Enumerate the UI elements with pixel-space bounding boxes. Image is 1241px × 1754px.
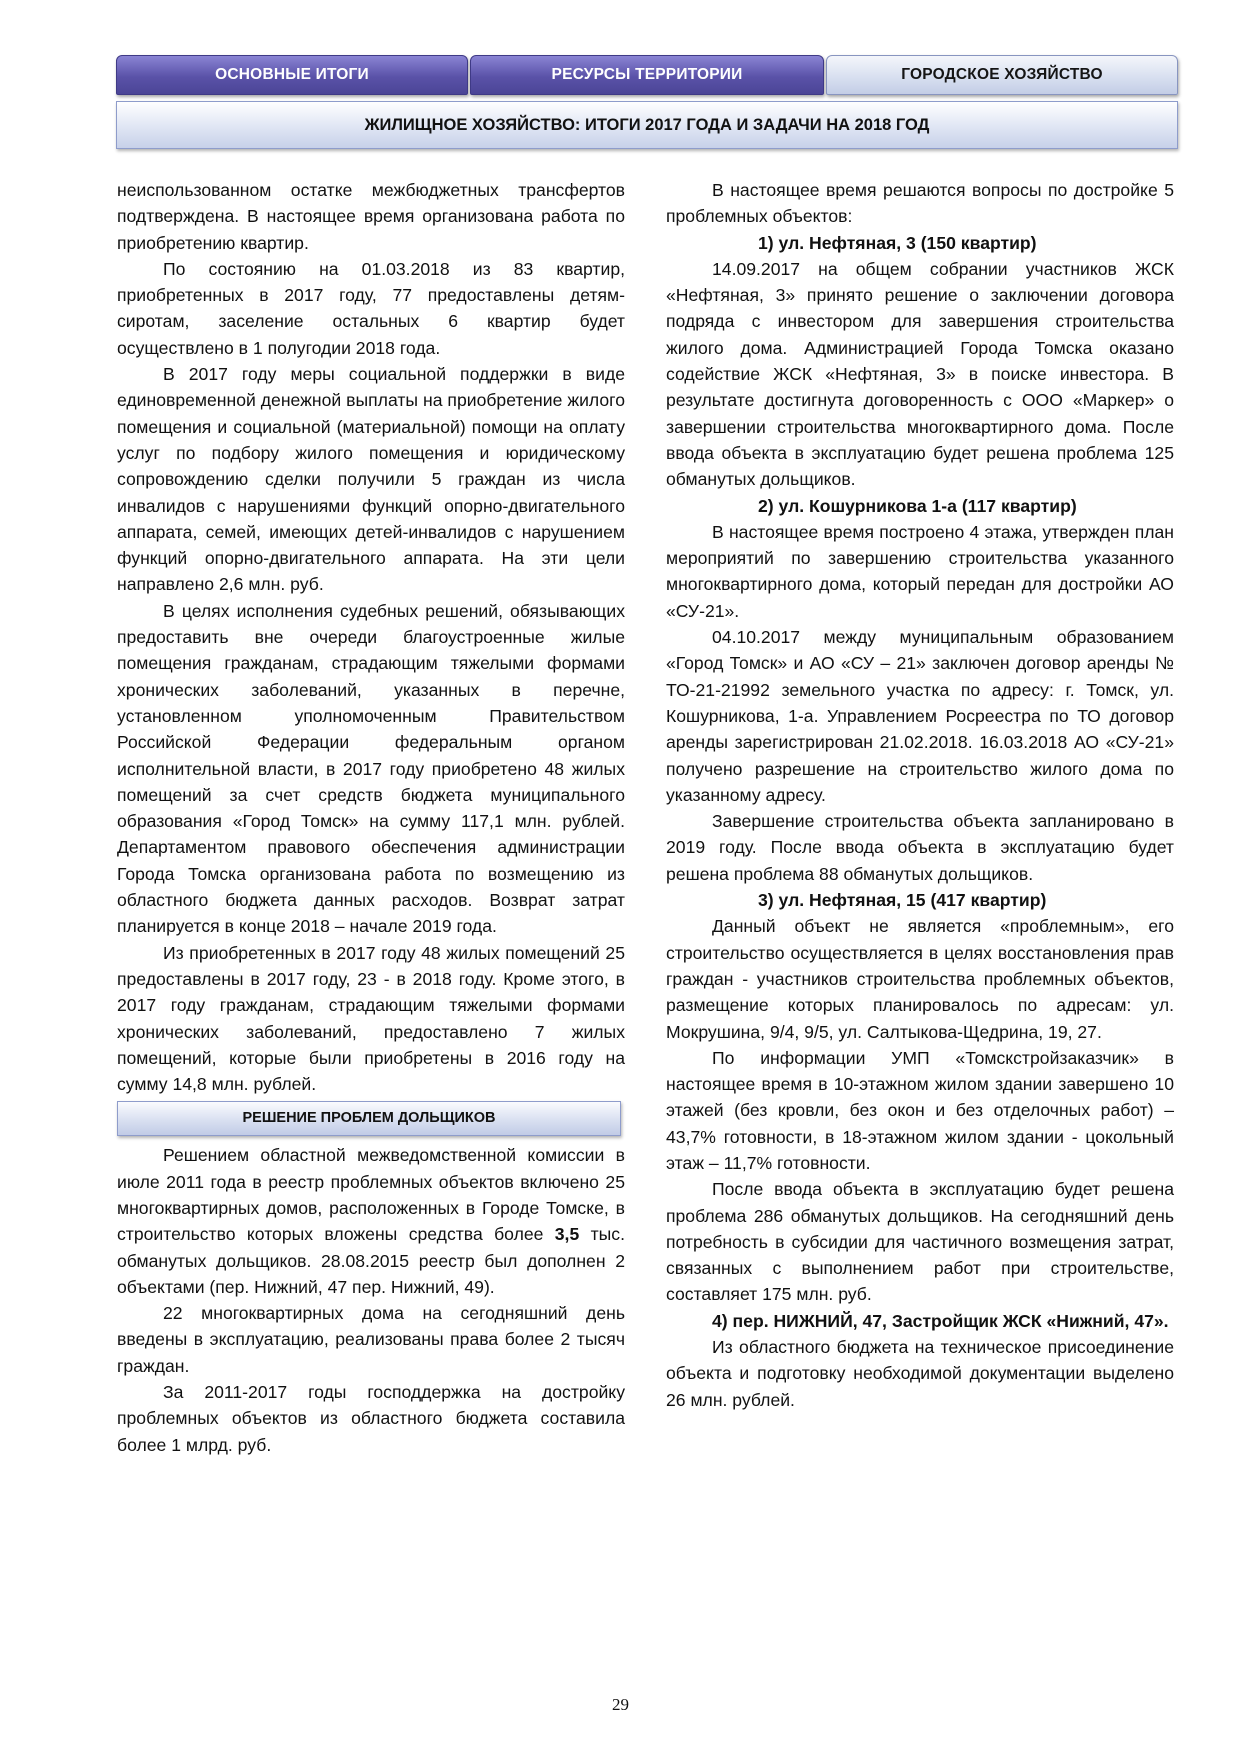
text-span: тыс. обманутых дольщиков. 28.08.2015 реестр был дополнен 2 объектами (пер. Нижний, 47 пер. Нижний, 49). bbox=[117, 1224, 625, 1297]
paragraph: Из приобретенных в 2017 году 48 жилых помещений 25 предоставлены в 2017 году, 23 - в 2018 году. Кроме этого, в 2017 году гражданам, страдающим тяжелыми формами хронических заболеваний, предоставлено 7 жилых помещений, которые были приобретены в 2016 году на сумму 14,8 млн. рублей. bbox=[117, 942, 625, 1095]
paragraph bbox=[117, 1142, 625, 1300]
paragraph: 14.09.2017 на общем собрании участников ЖСК «Нефтяная, 3» принято решение о заключении договора подряда с инвестором для завершения строительства жилого дома. Администрацией Города Томска оказано содействие ЖСК «Нефтяная, 3» в поиске инвестора. В результате достигнута договоренность с ООО «Маркер» о завершении строительства многоквартирного дома. После ввода объекта в эксплуатацию будет решена проблема 125 обманутых дольщиков. bbox=[666, 258, 1174, 490]
object-heading-text: 2) ул. Кошурникова 1-а (117 квартир) bbox=[758, 495, 1077, 516]
right-column bbox=[666, 177, 1174, 1413]
paragraph: За 2011-2017 годы господдержка на достройку проблемных объектов из областного бюджета составила более 1 млрд. руб. bbox=[117, 1382, 625, 1455]
paragraph: По состоянию на 01.03.2018 из 83 квартир, приобретенных в 2017 году, 77 предоставлены детям-сиротам, заселение остальных 6 квартир будет осуществлено в 1 полугодии 2018 года. bbox=[117, 258, 625, 358]
tab-city-economy[interactable]: ГОРОДСКОЕ ХОЗЯЙСТВО bbox=[826, 55, 1178, 95]
paragraph: В настоящее время построено 4 этажа, утвержден план мероприятий по завершению строительства указанного многоквартирного дома, который передан для достройки АО «СУ-21». bbox=[666, 521, 1174, 621]
object-heading-text: 1) ул. Нефтяная, 3 (150 квартир) bbox=[758, 232, 1037, 253]
page-number: 29 bbox=[612, 1695, 629, 1714]
paragraph: После ввода объекта в эксплуатацию будет решена проблема 286 обманутых дольщиков. На сегодняшний день потребность в субсидии для частичного возмещения затрат, связанных с выполнением работ при строительстве, составляет 175 млн. руб. bbox=[666, 1179, 1174, 1305]
paragraph: В настоящее время решаются вопросы по достройке 5 проблемных объектов: bbox=[666, 180, 1174, 227]
paragraph: Данный объект не является «проблемным», его строительство осуществляется в целях восстановления прав граждан - участников строительства проблемных объектов, размещение которых планировалось по адресам: ул. Мокрушина, 9/4, 9/5, ул. Салтыкова-Щедрина, 19, 27. bbox=[666, 916, 1174, 1042]
paragraph: По информации УМП «Томскстройзаказчик» в настоящее время в 10-этажном жилом здании завершено 10 этажей (без кровли, без окон и без отделочных работ) – 43,7% готовности, в 18-этажном жилом здании - цокольный этаж – 11,7% готовности. bbox=[666, 1047, 1174, 1173]
bold-number: 3,5 bbox=[554, 1224, 580, 1245]
section-tabs bbox=[116, 55, 1176, 93]
tab-main-results[interactable]: ОСНОВНЫЕ ИТОГИ bbox=[116, 55, 468, 95]
paragraph: 22 многоквартирных дома на сегодняшний день введены в эксплуатацию, реализованы права более 2 тысяч граждан. bbox=[117, 1303, 625, 1376]
object-heading bbox=[666, 887, 1174, 913]
paragraph: В 2017 году меры социальной поддержки в виде единовременной денежной выплаты на приобретение жилого помещения и социальной (материальной) помощи на оплату услуг по подбору жилого помещения и юридическому сопровождению сделки получили 5 граждан из числа инвалидов с нарушениями функций опорно-двигательного аппарата, семей, имеющих детей-инвалидов с нарушением функций опорно-двигательного аппарата. На эти цели направлено 2,6 млн. руб. bbox=[117, 364, 625, 595]
page-title: ЖИЛИЩНОЕ ХОЗЯЙСТВО: ИТОГИ 2017 ГОДА И ЗАДАЧИ НА 2018 ГОД bbox=[116, 101, 1178, 149]
section-heading: РЕШЕНИЕ ПРОБЛЕМ ДОЛЬЩИКОВ bbox=[117, 1101, 621, 1136]
paragraph: Завершение строительства объекта запланировано в 2019 году. После ввода объекта в эксплуатацию будет решена проблема 88 обманутых дольщиков. bbox=[666, 811, 1174, 884]
paragraph: неиспользованном остатке межбюджетных трансфертов подтверждена. В настоящее время организована работа по приобретению квартир. bbox=[117, 180, 625, 253]
paragraph: Из областного бюджета на техническое присоединение объекта и подготовку необходимой документации выделено 26 млн. рублей. bbox=[666, 1337, 1174, 1410]
text-span: Решением областной межведомственной комиссии в июле 2011 года в реестр проблемных объектов включено 25 многоквартирных домов, расположенных в Городе Томске, в строительство которых вложены средства более bbox=[117, 1145, 625, 1245]
paragraph: В целях исполнения судебных решений, обязывающих предоставить вне очереди благоустроенные жилые помещения гражданам, страдающим тяжелыми формами хронических заболеваний, указанных в перечне, установленном уполномоченным Правительством Российской Федерации федеральным органом исполнительной власти, в 2017 году приобретено 48 жилых помещений за счет средств бюджета муниципального образования «Город Томск» на сумму 117,1 млн. рублей. Департаментом правового обеспечения администрации Города Томска организована работа по возмещению из областного бюджета данных расходов. Возврат затрат планируется в конце 2018 – начале 2019 года. bbox=[117, 600, 625, 937]
tab-territory-resources[interactable]: РЕСУРСЫ ТЕРРИТОРИИ bbox=[470, 55, 824, 95]
object-heading: 4) пер. НИЖНИЙ, 47, Застройщик ЖСК «Нижний, 47». bbox=[712, 1310, 1169, 1331]
left-column bbox=[117, 177, 625, 1458]
object-heading bbox=[666, 230, 1174, 256]
object-heading bbox=[666, 493, 1174, 519]
object-heading-text: 3) ул. Нефтяная, 15 (417 квартир) bbox=[758, 890, 1047, 911]
paragraph: 04.10.2017 между муниципальным образованием «Город Томск» и АО «СУ – 21» заключен договор аренды № ТО-21-21992 земельного участка по адресу: г. Томск, ул. Кошурникова, 1-а. Управлением Росреестра по ТО договор аренды зарегистрирован 21.02.2018. 16.03.2018 АО «СУ-21» получено разрешение на строительство жилого дома по указанному адресу. bbox=[666, 627, 1174, 805]
